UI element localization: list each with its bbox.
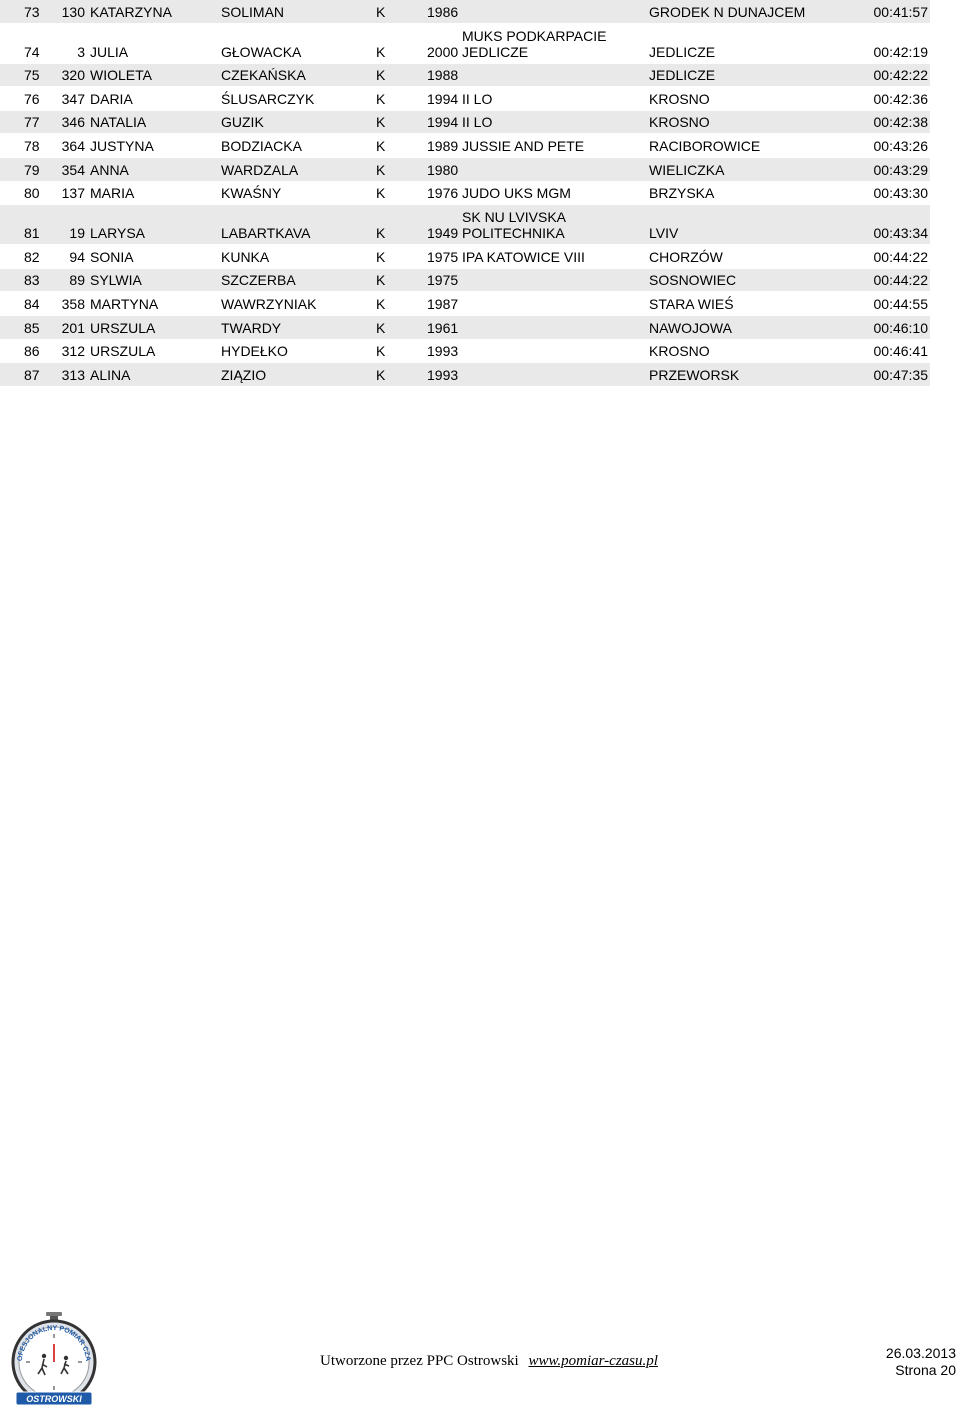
birth-year-cell: 1949 [427,225,459,242]
birth-year-cell: 1980 [427,161,459,178]
first-name-cell: URSZULA [90,343,156,360]
last-name-cell: KWAŚNY [221,185,282,202]
sex-cell: K [376,366,386,383]
birth-year-cell: 1986 [427,3,459,20]
first-name-cell: ALINA [90,366,131,383]
bib-cell: 346 [61,114,85,131]
table-row [0,157,930,181]
club-line-1: SK NU LVIVSKA [462,209,567,226]
city-cell: KROSNO [649,114,710,131]
first-name-cell: SYLWIA [90,272,142,289]
table-row [0,86,930,110]
city-cell: CHORZÓW [649,248,723,265]
last-name-cell: LABARTKAVA [221,225,311,242]
bib-cell: 137 [61,185,85,202]
first-name-cell: DARIA [90,90,133,107]
club-line-2: POLITECHNIKA [462,225,565,242]
table-row [0,362,930,386]
city-cell: KROSNO [649,343,710,360]
sex-cell: K [376,272,386,289]
club-cell [462,209,566,241]
first-name-cell: JULIA [90,43,129,60]
time-cell: 00:43:29 [873,161,928,178]
time-cell: 00:43:34 [873,225,928,242]
bib-cell: 312 [61,343,85,360]
table-row [0,291,930,315]
place-cell: 86 [24,343,40,360]
sex-cell: K [376,343,386,360]
time-cell: 00:43:30 [873,185,928,202]
bib-cell: 364 [61,137,85,154]
table-row [0,315,930,339]
bib-cell: 3 [77,43,85,60]
last-name-cell: BODZIACKA [221,137,302,154]
birth-year-cell: 1975 [427,272,459,289]
place-cell: 76 [24,90,40,107]
footer-meta [886,1345,956,1379]
first-name-cell: LARYSA [90,225,145,242]
city-cell: WIELICZKA [649,161,725,178]
time-cell: 00:41:57 [873,3,928,20]
birth-year-cell: 1989 [427,137,459,154]
birth-year-cell: 1994 [427,114,459,131]
place-cell: 77 [24,114,40,131]
time-cell: 00:43:26 [873,137,928,154]
place-cell: 83 [24,272,40,289]
footer-page-number: Strona 20 [895,1362,956,1378]
last-name-cell: GUZIK [221,114,264,131]
place-cell: 80 [24,185,40,202]
bib-cell: 130 [61,3,85,20]
club-cell: IPA KATOWICE VIII [462,248,585,265]
sex-cell: K [376,137,386,154]
birth-year-cell: 1994 [427,90,459,107]
city-cell: GRODEK N DUNAJCEM [649,3,806,20]
first-name-cell: JUSTYNA [90,137,154,154]
bib-cell: 94 [69,248,85,265]
table-row [0,244,930,268]
bib-cell: 19 [69,225,85,242]
time-cell: 00:42:19 [873,43,928,60]
first-name-cell: NATALIA [90,114,147,131]
birth-year-cell: 1961 [427,319,459,336]
bib-cell: 89 [69,272,85,289]
bib-cell: 201 [61,319,85,336]
club-line-2: JEDLICZE [462,43,529,60]
city-cell: PRZEWORSK [649,366,740,383]
place-cell: 85 [24,319,40,336]
last-name-cell: ZIĄZIO [221,366,267,383]
first-name-cell: SONIA [90,248,134,265]
birth-year-cell: 1993 [427,343,459,360]
bib-cell: 358 [61,295,85,312]
city-cell: KROSNO [649,90,710,107]
place-cell: 84 [24,295,40,312]
club-cell: II LO [462,90,493,107]
city-cell: LVIV [649,225,679,242]
time-cell: 00:46:41 [873,343,928,360]
time-cell: 00:44:55 [873,295,928,312]
birth-year-cell: 1976 [427,185,459,202]
place-cell: 74 [24,43,40,60]
club-cell: II LO [462,114,493,131]
birth-year-cell: 1993 [427,366,459,383]
birth-year-cell: 1975 [427,248,459,265]
table-row [0,23,930,63]
city-cell: STARA WIEŚ [649,295,734,312]
place-cell: 78 [24,137,40,154]
club-line-1: MUKS PODKARPACIE [462,27,607,44]
table-row [0,110,930,134]
table-row [0,339,930,363]
ostrowski-logo [6,1312,102,1408]
birth-year-cell: 1987 [427,295,459,312]
sex-cell: K [376,185,386,202]
last-name-cell: HYDEŁKO [221,343,288,360]
city-cell: RACIBOROWICE [649,137,761,154]
place-cell: 82 [24,248,40,265]
footer-created-by: Utworzone przez PPC Ostrowski [320,1353,519,1369]
time-cell: 00:42:36 [873,90,928,107]
place-cell: 75 [24,67,40,84]
club-cell [462,28,606,60]
club-cell: JUDO UKS MGM [462,185,571,202]
first-name-cell: MARIA [90,185,135,202]
last-name-cell: GŁOWACKA [221,43,302,60]
bib-cell: 354 [61,161,85,178]
last-name-cell: SZCZERBA [221,272,296,289]
first-name-cell: KATARZYNA [90,3,172,20]
table-row [0,181,930,205]
bib-cell: 347 [61,90,85,107]
time-cell: 00:42:38 [873,114,928,131]
city-cell: JEDLICZE [649,43,716,60]
last-name-cell: ŚLUSARCZYK [221,90,315,107]
last-name-cell: TWARDY [221,319,282,336]
table-row [0,63,930,87]
birth-year-cell: 2000 [427,43,459,60]
last-name-cell: WAWRZYNIAK [221,295,317,312]
footer-website-link[interactable]: www.pomiar-czasu.pl [528,1353,658,1369]
city-cell: BRZYSKA [649,185,715,202]
sex-cell: K [376,43,386,60]
table-row [0,268,930,292]
time-cell: 00:44:22 [873,248,928,265]
sex-cell: K [376,114,386,131]
stopwatch-logo-icon [6,1312,102,1408]
table-row [0,204,930,244]
place-cell: 87 [24,366,40,383]
bib-cell: 320 [61,67,85,84]
table-row [0,0,930,23]
birth-year-cell: 1988 [427,67,459,84]
logo-arc-text: OFESJONALNY POMIAR CZA [16,1324,92,1362]
last-name-cell: SOLIMAN [221,3,285,20]
sex-cell: K [376,3,386,20]
table-row [0,133,930,157]
sex-cell: K [376,225,386,242]
sex-cell: K [376,161,386,178]
time-cell: 00:42:22 [873,67,928,84]
bib-cell: 313 [61,366,85,383]
sex-cell: K [376,67,386,84]
time-cell: 00:44:22 [873,272,928,289]
city-cell: NAWOJOWA [649,319,732,336]
sex-cell: K [376,295,386,312]
last-name-cell: KUNKA [221,248,270,265]
footer-credit [320,1353,658,1370]
city-cell: SOSNOWIEC [649,272,737,289]
sex-cell: K [376,248,386,265]
logo-brand-text: OSTROWSKI [26,1394,82,1404]
last-name-cell: CZEKAŃSKA [221,67,306,84]
time-cell: 00:46:10 [873,319,928,336]
first-name-cell: MARTYNA [90,295,159,312]
first-name-cell: URSZULA [90,319,156,336]
place-cell: 73 [24,3,40,20]
sex-cell: K [376,319,386,336]
last-name-cell: WARDZALA [221,161,299,178]
first-name-cell: ANNA [90,161,129,178]
first-name-cell: WIOLETA [90,67,152,84]
club-cell: JUSSIE AND PETE [462,137,585,154]
footer-date: 26.03.2013 [885,1345,956,1361]
city-cell: JEDLICZE [649,67,716,84]
place-cell: 81 [24,225,40,242]
results-table [0,0,930,386]
sex-cell: K [376,90,386,107]
time-cell: 00:47:35 [873,366,928,383]
place-cell: 79 [24,161,40,178]
